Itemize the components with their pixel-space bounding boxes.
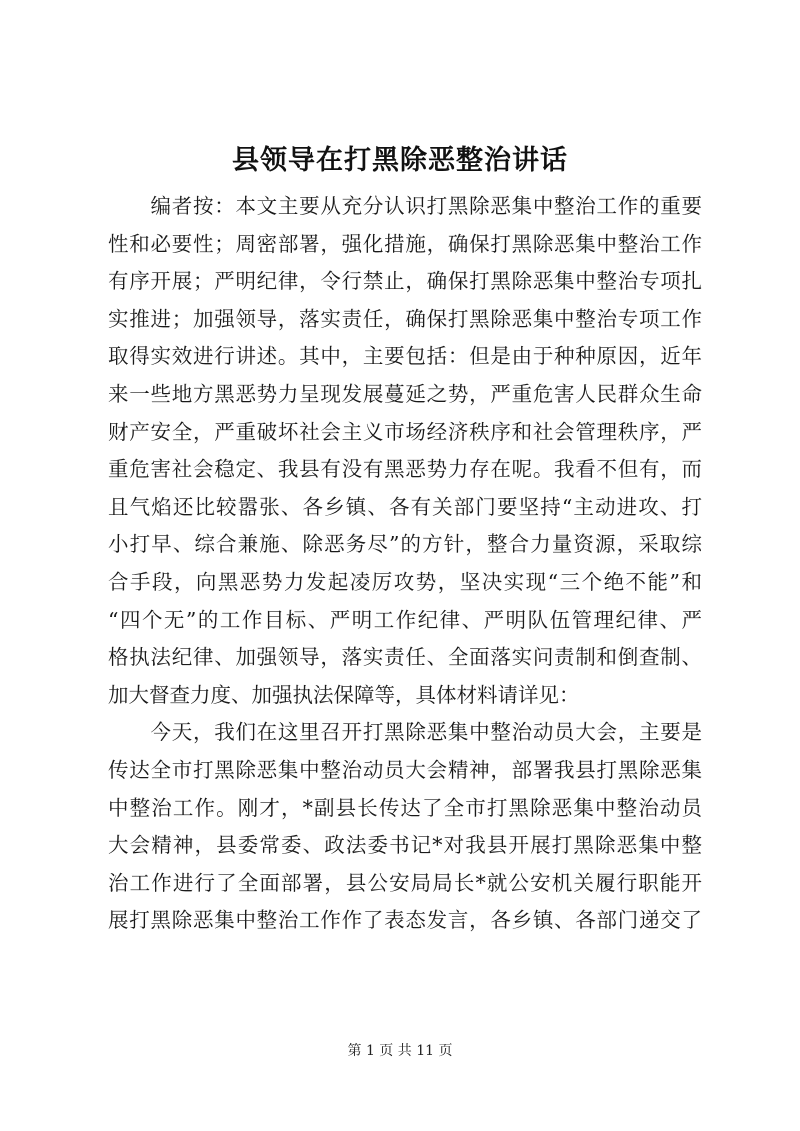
- text-line: 治工作进行了全面部署，县公安局局长*就公安机关履行职能开: [108, 870, 702, 895]
- text-line: 实推进；加强领导，落实责任，确保打黑除恶集中整治专项工作: [108, 306, 702, 331]
- document-title: 县领导在打黑除恶整治讲话: [232, 145, 568, 176]
- text-line: 合手段，向黑恶势力发起凌厉攻势，坚决实现“三个绝不能”和: [108, 569, 702, 594]
- text-line: 取得实效进行讲述。其中，主要包括：但是由于种种原因，近年: [108, 344, 702, 369]
- text-line: 传达全市打黑除恶集中整治动员大会精神，部署我县打黑除恶集: [108, 757, 702, 782]
- text-line: 今天，我们在这里召开打黑除恶集中整治动员大会，主要是: [108, 720, 702, 745]
- text-line: 格执法纪律、加强领导，落实责任、全面落实问责制和倒查制、: [108, 645, 702, 670]
- text-line: 重危害社会稳定、我县有没有黑恶势力存在呢。我看不但有，而: [108, 457, 702, 482]
- text-line: 性和必要性；周密部署，强化措施，确保打黑除恶集中整治工作: [108, 231, 702, 256]
- text-line: 加大督查力度、加强执法保障等，具体材料请详见：: [108, 682, 580, 707]
- text-line: “四个无”的工作目标、严明工作纪律、严明队伍管理纪律、严: [108, 607, 702, 632]
- text-line: 来一些地方黑恶势力呈现发展蔓延之势，严重危害人民群众生命: [108, 381, 702, 406]
- text-line: 大会精神，县委常委、政法委书记*对我县开展打黑除恶集中整: [108, 833, 702, 858]
- text-line: 展打黑除恶集中整治工作作了表态发言，各乡镇、各部门递交了: [108, 908, 702, 933]
- text-line: 编者按：本文主要从充分认识打黑除恶集中整治工作的重要: [108, 194, 702, 218]
- page-number-footer: 第 1 页 共 11 页: [347, 1043, 453, 1059]
- paragraph-editor-note: [108, 188, 702, 714]
- paragraph-speech-opening: [108, 714, 702, 940]
- text-line: 且气焰还比较嚣张、各乡镇、各有关部门要坚持“主动进攻、打: [108, 494, 702, 519]
- text-line: 有序开展；严明纪律，令行禁止，确保打黑除恶集中整治专项扎: [108, 269, 702, 294]
- text-line: 小打早、综合兼施、除恶务尽”的方针，整合力量资源，采取综: [108, 532, 702, 557]
- text-line: 财产安全，严重破坏社会主义市场经济秩序和社会管理秩序，严: [108, 419, 702, 444]
- text-line: 中整治工作。刚才，*副县长传达了全市打黑除恶集中整治动员: [108, 795, 702, 820]
- document-body: [108, 188, 702, 940]
